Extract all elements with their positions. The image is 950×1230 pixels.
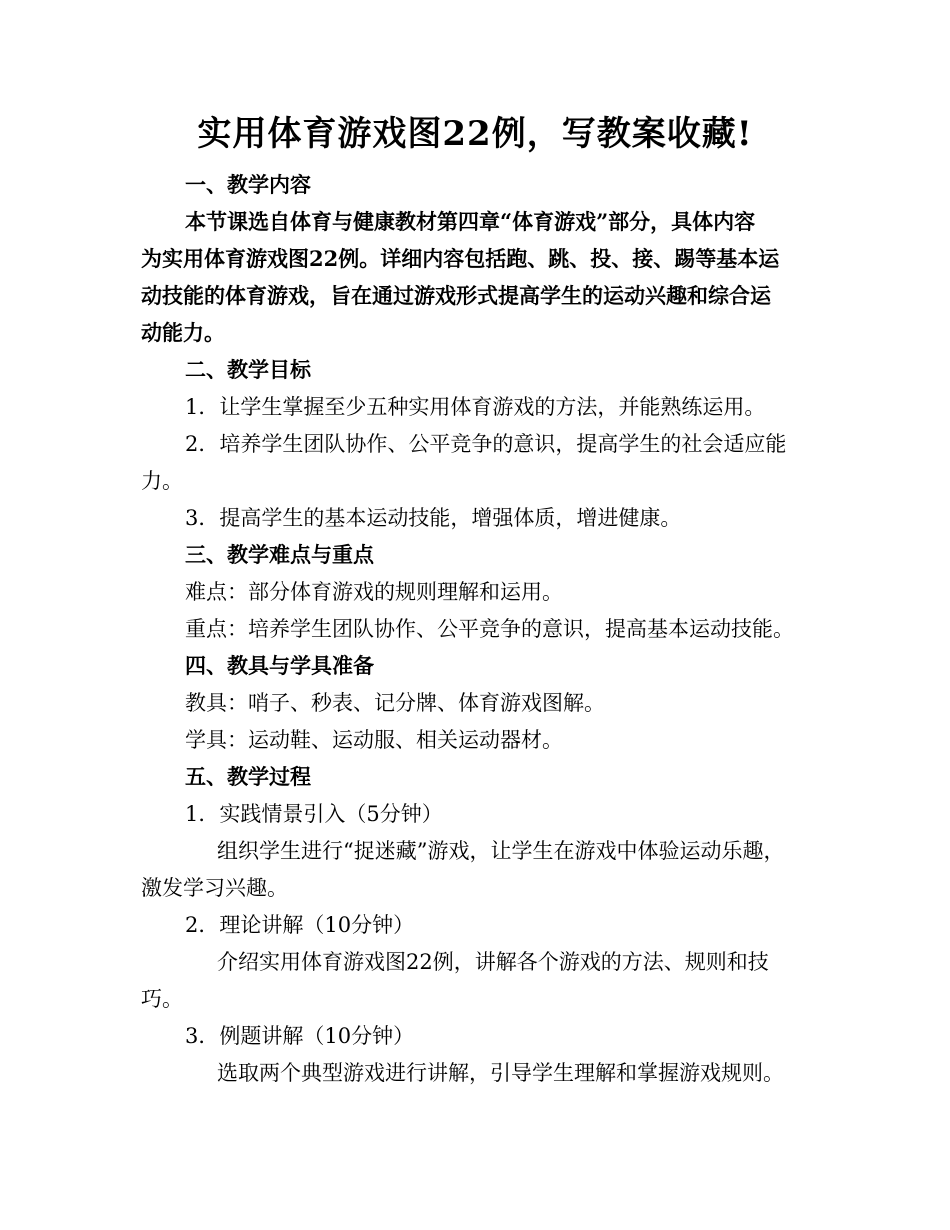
- paragraph-line: 动技能的体育游戏，旨在通过游戏形式提高学生的运动兴趣和综合运: [141, 283, 771, 308]
- process-step-desc: 组织学生进行“捉迷藏”游戏，让学生在游戏中体验运动乐趣，: [217, 839, 785, 863]
- student-materials: 学具：运动鞋、运动服、相关运动器材。: [185, 728, 563, 752]
- key-point-text: 重点：培养学生团队协作、公平竞争的意识，提高基本运动技能。: [185, 617, 794, 641]
- process-step-desc: 巧。: [141, 987, 183, 1011]
- objective-item-continued: 力。: [141, 469, 183, 493]
- process-step-desc: 介绍实用体育游戏图22例，讲解各个游戏的方法、规则和技: [217, 950, 769, 974]
- paragraph-line: 为实用体育游戏图22例。详细内容包括跑、跳、投、接、踢等基本运: [141, 246, 780, 271]
- objective-item: 3．提高学生的基本运动技能，增强体质，增进健康。: [185, 506, 682, 530]
- paragraph-line: 本节课选自体育与健康教材第四章“体育游戏”部分，具体内容: [185, 209, 756, 234]
- difficulty-text: 难点：部分体育游戏的规则理解和运用。: [185, 580, 563, 604]
- teacher-materials: 教具：哨子、秒表、记分牌、体育游戏图解。: [185, 691, 605, 715]
- process-step-label: 3．例题讲解（10分钟）: [185, 1024, 415, 1048]
- process-step-label: 2．理论讲解（10分钟）: [185, 913, 415, 937]
- document-title: 实用体育游戏图22例，写教案收藏!: [197, 114, 753, 154]
- objective-item: 2．培养学生团队协作、公平竞争的意识，提高学生的社会适应能: [185, 432, 787, 456]
- paragraph-line: 动能力。: [141, 320, 225, 345]
- section-heading-content: 一、教学内容: [185, 172, 311, 197]
- section-heading-difficulty: 三、教学难点与重点: [185, 542, 374, 567]
- process-step-desc: 激发学习兴趣。: [141, 876, 288, 900]
- objective-item: 1．让学生掌握至少五种实用体育游戏的方法，并能熟练运用。: [185, 395, 766, 419]
- process-step-desc: 选取两个典型游戏进行讲解，引导学生理解和掌握游戏规则。: [217, 1061, 784, 1085]
- section-heading-materials: 四、教具与学具准备: [185, 653, 374, 678]
- process-step-label: 1．实践情景引入（5分钟）: [185, 802, 443, 826]
- section-heading-objectives: 二、教学目标: [185, 357, 311, 382]
- section-heading-process: 五、教学过程: [185, 764, 311, 789]
